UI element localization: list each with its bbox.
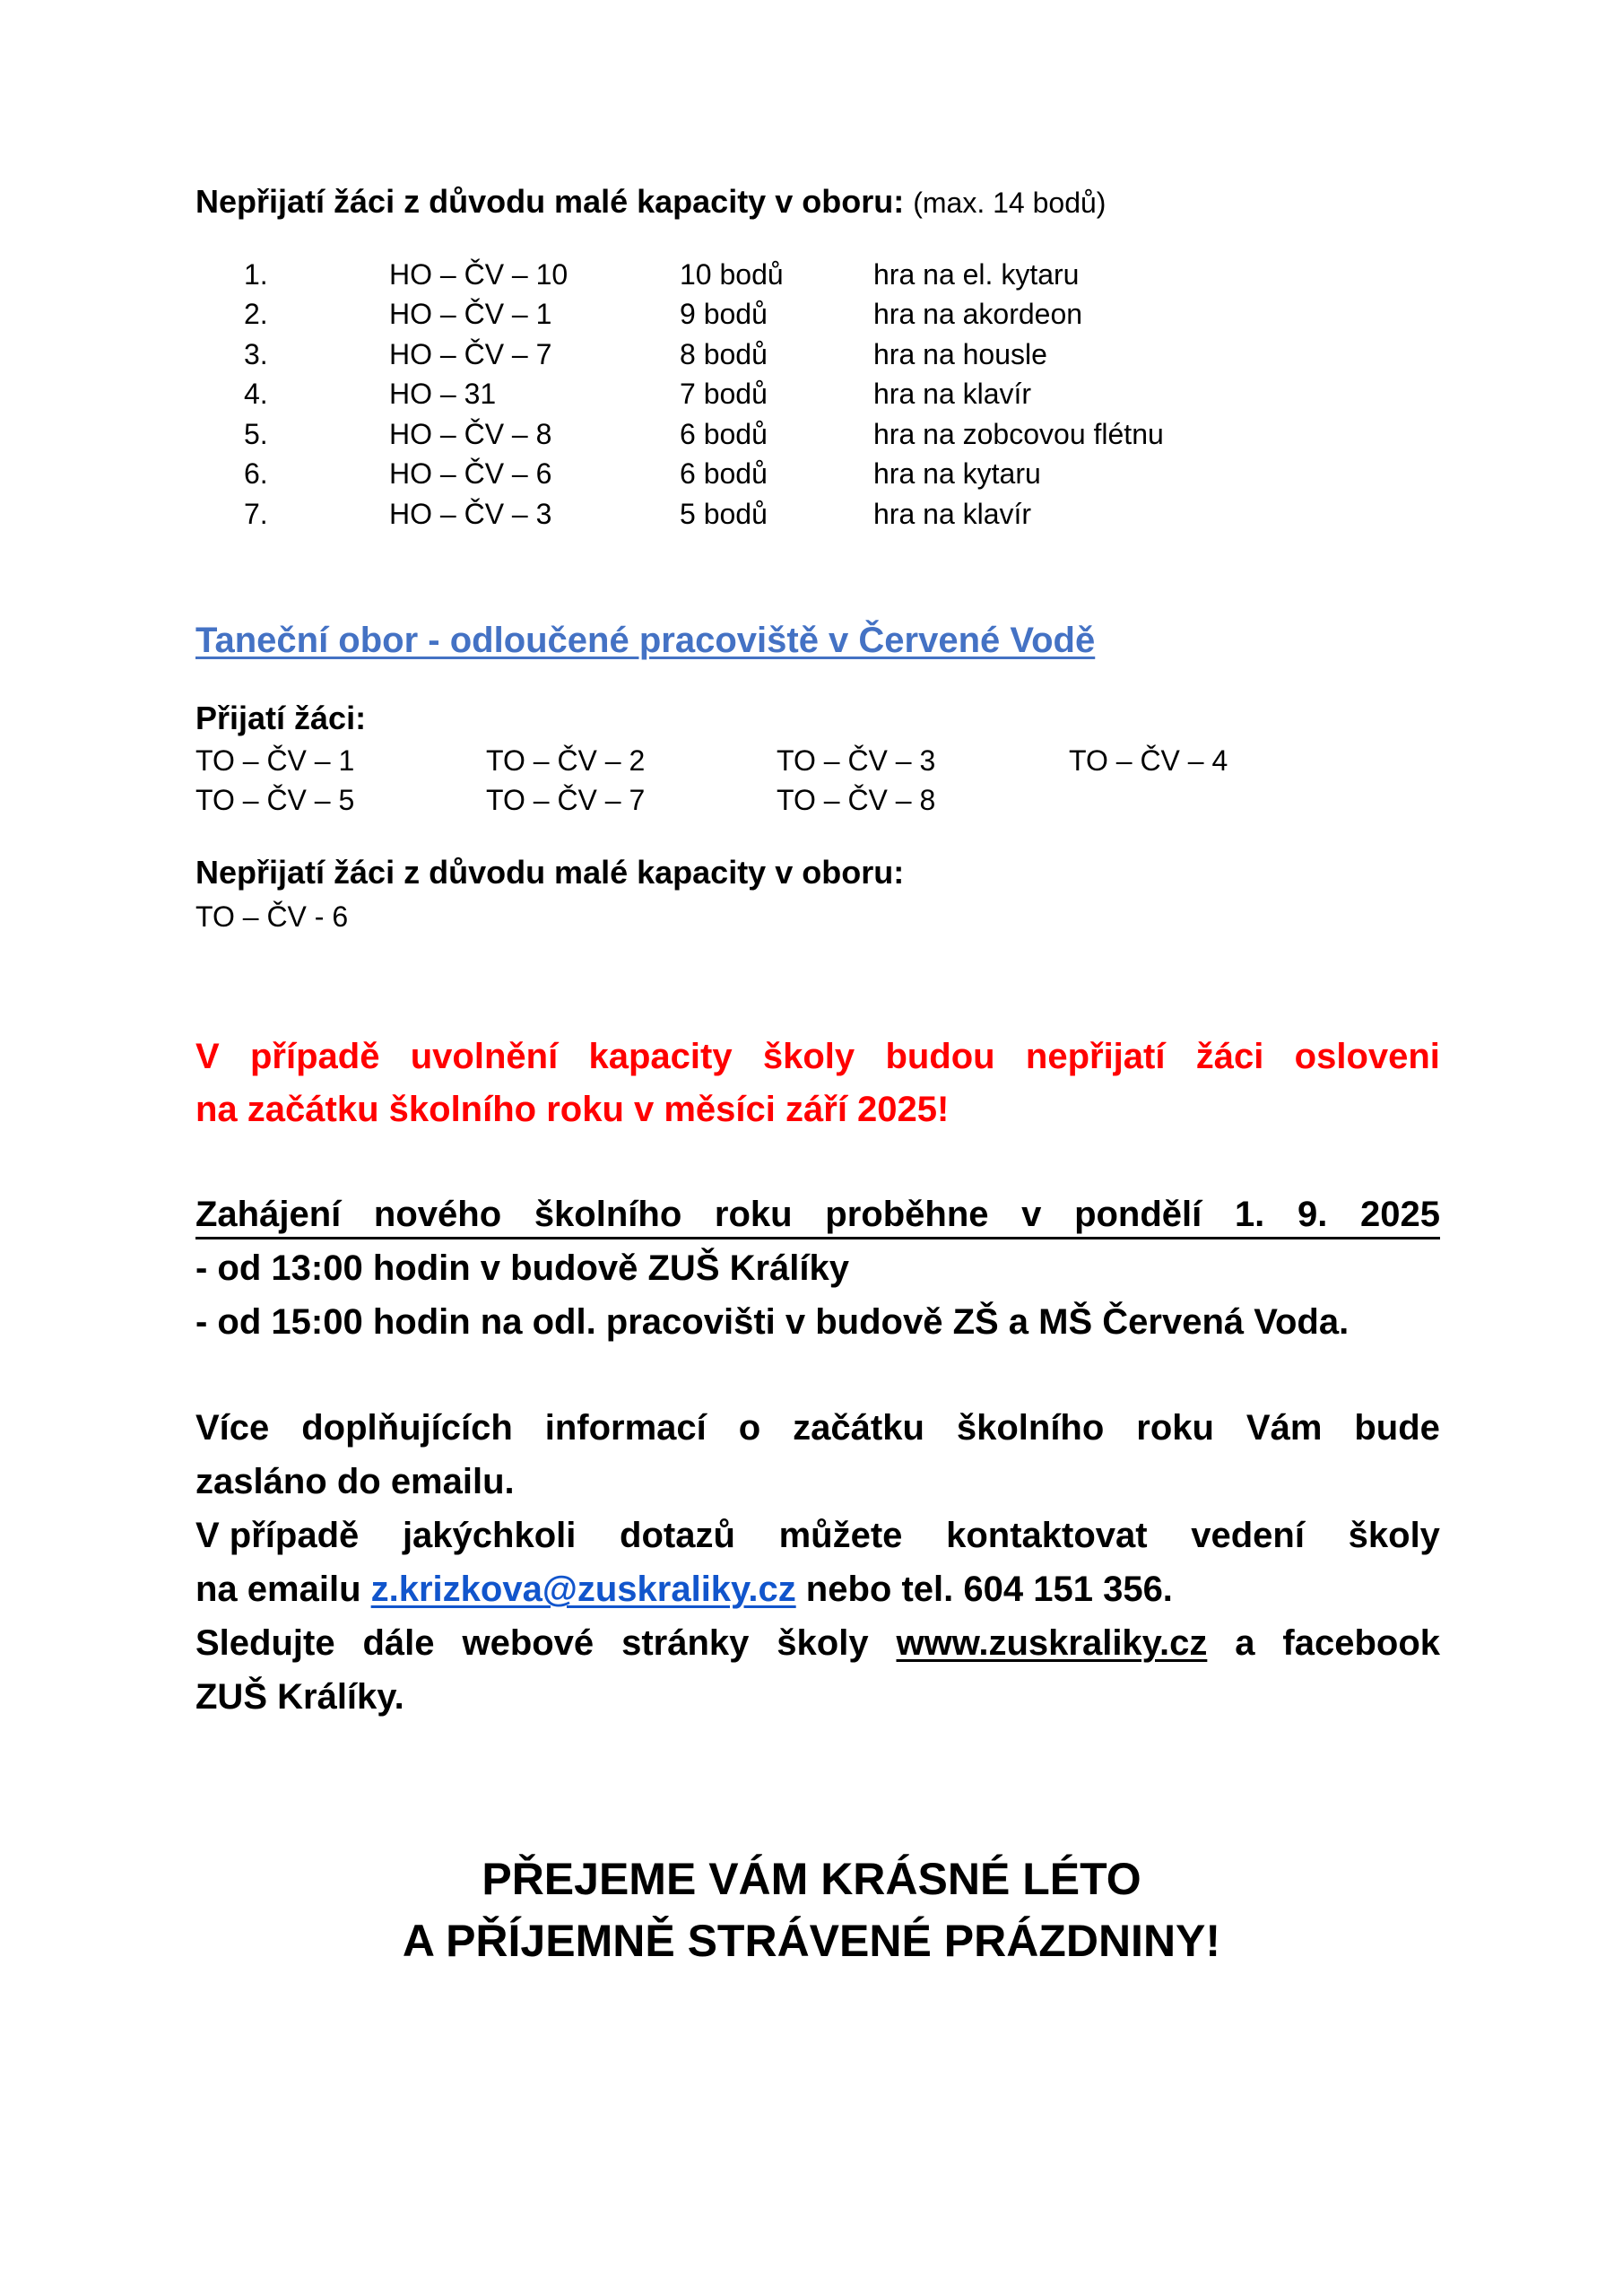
info-word: jakýchkoli [402, 1516, 577, 1555]
info-word: stránky [621, 1623, 750, 1663]
info-text: na emailu [195, 1570, 371, 1609]
row-number: 7. [244, 498, 268, 530]
row-instrument: hra na zobcovou flétnu [873, 418, 1164, 450]
info-line-4 [195, 1570, 1173, 1610]
row-points: 6 bodů [680, 418, 768, 450]
dance-accepted-heading: Přijatí žáci: [195, 700, 367, 736]
info-word: Vám [1245, 1408, 1323, 1448]
info-word: o [738, 1408, 761, 1448]
start-word: roku [714, 1195, 793, 1234]
row-instrument: hra na klavír [873, 378, 1032, 410]
dance-section-title: Taneční obor - odloučené pracoviště v Červené Vodě [195, 621, 1096, 660]
capacity-notice-line-2: na začátku školního roku v měsíci září 2025! [195, 1090, 950, 1129]
row-code: HO – ČV – 10 [389, 258, 568, 291]
info-word: můžete [778, 1516, 903, 1555]
row-points: 5 bodů [680, 498, 768, 530]
row-instrument: hra na housle [873, 338, 1047, 370]
info-word: Více [195, 1408, 270, 1448]
notice-word: V [195, 1037, 220, 1076]
row-points: 8 bodů [680, 338, 768, 370]
notice-word: nepřijatí [1025, 1037, 1166, 1076]
row-code: HO – ČV – 1 [389, 298, 552, 330]
start-word: proběhne [825, 1195, 989, 1234]
info-word: školy [777, 1623, 869, 1663]
row-instrument: hra na klavír [873, 498, 1032, 530]
school-year-start-line-2: - od 13:00 hodin v budově ZUŠ Králíky [195, 1248, 850, 1288]
row-code: HO – 31 [389, 378, 497, 410]
start-word: pondělí [1074, 1195, 1202, 1234]
info-word: informací [544, 1408, 707, 1448]
start-word: 1. [1234, 1195, 1265, 1234]
accepted-student: TO – ČV – 1 [195, 744, 355, 777]
row-number: 2. [244, 298, 268, 330]
row-code: HO – ČV – 3 [389, 498, 552, 530]
info-line-1 [195, 1408, 1440, 1448]
row-number: 6. [244, 457, 268, 490]
row-code: HO – ČV – 6 [389, 457, 552, 490]
info-line-5 [195, 1623, 1440, 1664]
row-code: HO – ČV – 8 [389, 418, 552, 450]
rejected-music-heading: Nepřijatí žáci z důvodu malé kapacity v oboru: [195, 183, 905, 220]
info-text: nebo tel. 604 151 356. [795, 1570, 1173, 1609]
closing-line-2: A PŘÍJEMNĚ STRÁVENÉ PRÁZDNINY! [402, 1916, 1221, 1966]
start-word: 2025 [1359, 1195, 1440, 1234]
row-number: 1. [244, 258, 268, 291]
notice-word: školy [762, 1037, 855, 1076]
info-word: školy [1348, 1516, 1440, 1555]
row-instrument: hra na akordeon [873, 298, 1083, 330]
accepted-student: TO – ČV – 5 [195, 784, 355, 816]
notice-word: případě [249, 1037, 380, 1076]
email-link[interactable]: z.krizkova@zuskraliky.cz [370, 1570, 796, 1609]
rejected-music-heading-line [195, 183, 1106, 221]
info-word: a [1235, 1623, 1255, 1663]
info-word: bude [1354, 1408, 1440, 1448]
accepted-student: TO – ČV – 3 [777, 744, 936, 777]
school-year-start-line-3: - od 15:00 hodin na odl. pracovišti v budově ZŠ a MŠ Červená Voda. [195, 1302, 1350, 1342]
info-word: facebook [1282, 1623, 1440, 1663]
start-word: Zahájení [195, 1195, 342, 1234]
accepted-student: TO – ČV – 8 [777, 784, 936, 816]
dance-rejected-student: TO – ČV - 6 [195, 900, 349, 933]
row-points: 6 bodů [680, 457, 768, 490]
accepted-student: TO – ČV – 7 [486, 784, 646, 816]
row-number: 4. [244, 378, 268, 410]
info-line-3 [195, 1516, 1440, 1556]
row-number: 3. [244, 338, 268, 370]
start-word: v [1021, 1195, 1042, 1234]
info-line-2: zasláno do emailu. [195, 1462, 515, 1501]
notice-word: uvolnění [410, 1037, 559, 1076]
notice-word: kapacity [588, 1037, 733, 1076]
info-word: webové [462, 1623, 595, 1663]
notice-word: budou [885, 1037, 995, 1076]
row-instrument: hra na kytaru [873, 457, 1041, 490]
info-word: Sledujte [195, 1623, 335, 1663]
row-instrument: hra na el. kytaru [873, 258, 1080, 291]
accepted-student: TO – ČV – 4 [1069, 744, 1228, 777]
info-word: dále [362, 1623, 435, 1663]
info-word: doplňujících [301, 1408, 513, 1448]
info-word: kontaktovat [946, 1516, 1148, 1555]
row-points: 9 bodů [680, 298, 768, 330]
start-word: školního [534, 1195, 682, 1234]
capacity-notice-line-1 [195, 1037, 1440, 1077]
info-word: dotazů [620, 1516, 735, 1555]
info-word: roku [1136, 1408, 1214, 1448]
info-line-6: ZUŠ Králíky. [195, 1677, 404, 1717]
notice-word: žáci [1195, 1037, 1264, 1076]
row-number: 5. [244, 418, 268, 450]
info-word: V případě [195, 1516, 360, 1555]
notice-word: osloveni [1294, 1037, 1440, 1076]
info-word: vedení [1191, 1516, 1305, 1555]
school-year-start-line-1 [195, 1195, 1440, 1239]
info-word: začátku [793, 1408, 924, 1448]
closing-line-1: PŘEJEME VÁM KRÁSNÉ LÉTO [482, 1854, 1141, 1904]
row-points: 10 bodů [680, 258, 784, 291]
info-word: školního [956, 1408, 1105, 1448]
row-code: HO – ČV – 7 [389, 338, 552, 370]
start-word: nového [373, 1195, 502, 1234]
website-link[interactable]: www.zuskraliky.cz [896, 1623, 1208, 1663]
row-points: 7 bodů [680, 378, 768, 410]
dance-rejected-heading: Nepřijatí žáci z důvodu malé kapacity v oboru: [195, 854, 905, 891]
rejected-music-note: (max. 14 bodů) [913, 187, 1107, 219]
accepted-student: TO – ČV – 2 [486, 744, 646, 777]
start-word: 9. [1297, 1195, 1328, 1234]
